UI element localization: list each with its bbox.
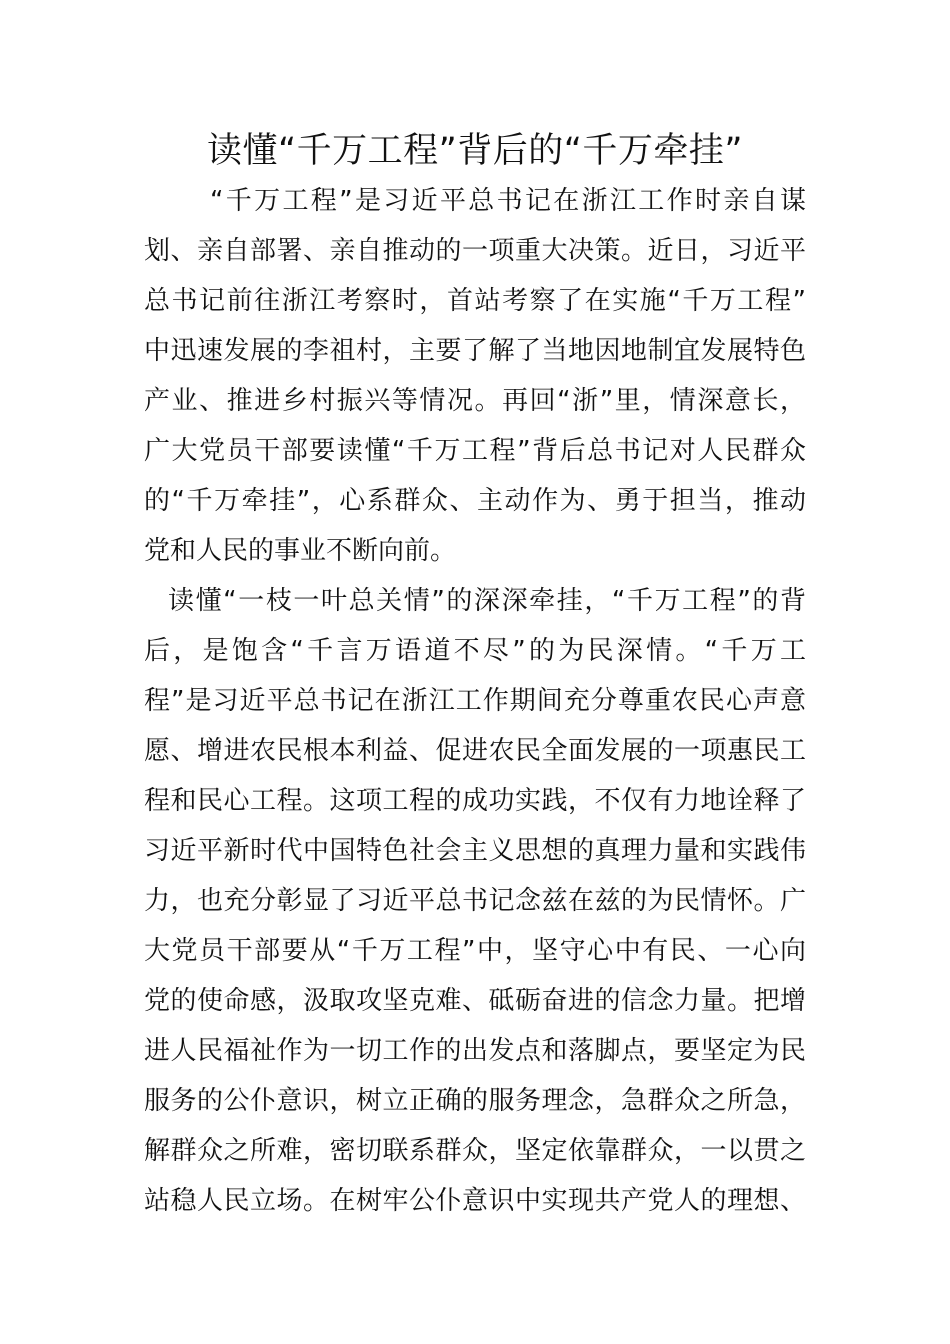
text-line: 中迅速发展的李祖村，主要了解了当地因地制宜发展特色: [144, 336, 806, 366]
paragraph-2: [144, 576, 806, 1226]
text-line: 党和人民的事业不断向前。: [144, 536, 457, 566]
text-line: 的“千万牵挂”，心系群众、主动作为、勇于担当，推动: [144, 486, 806, 516]
text-line: 产业、推进乡村振兴等情况。再回“浙”里，情深意长，: [144, 386, 806, 416]
text-line: 力，也充分彰显了习近平总书记念兹在兹的为民情怀。广: [144, 886, 806, 916]
document-body: [144, 176, 806, 1226]
text-line: “千万工程”是习近平总书记在浙江工作时亲自谋: [210, 186, 806, 216]
text-line: 后，是饱含“千言万语道不尽”的为民深情。“千万工: [144, 636, 806, 666]
text-line: 站稳人民立场。在树牢公仆意识中实现共产党人的理想、: [144, 1186, 806, 1216]
text-line: 大党员干部要从“千万工程”中，坚守心中有民、一心向: [144, 936, 806, 966]
text-line: 划、亲自部署、亲自推动的一项重大决策。近日，习近平: [144, 236, 806, 266]
text-line: 程和民心工程。这项工程的成功实践，不仅有力地诠释了: [144, 786, 806, 816]
text-line: 党的使命感，汲取攻坚克难、砥砺奋进的信念力量。把增: [144, 986, 806, 1016]
text-line: 愿、增进农民根本利益、促进农民全面发展的一项惠民工: [144, 736, 806, 766]
text-line: 读懂“一枝一叶总关情”的深深牵挂，“千万工程”的背: [168, 586, 806, 616]
document-title: 读懂“千万工程”背后的“千万牵挂”: [206, 131, 744, 171]
text-line: 总书记前往浙江考察时，首站考察了在实施“千万工程”: [144, 286, 806, 316]
text-line: 程”是习近平总书记在浙江工作期间充分尊重农民心声意: [144, 686, 806, 716]
paragraph-1: [144, 176, 806, 576]
text-line: 广大党员干部要读懂“千万工程”背后总书记对人民群众: [144, 436, 806, 466]
text-line: 解群众之所难，密切联系群众，坚定依靠群众，一以贯之: [144, 1136, 806, 1166]
text-line: 习近平新时代中国特色社会主义思想的真理力量和实践伟: [144, 836, 806, 866]
text-line: 进人民福祉作为一切工作的出发点和落脚点，要坚定为民: [144, 1036, 806, 1066]
text-line: 服务的公仆意识，树立正确的服务理念，急群众之所急，: [144, 1086, 806, 1116]
